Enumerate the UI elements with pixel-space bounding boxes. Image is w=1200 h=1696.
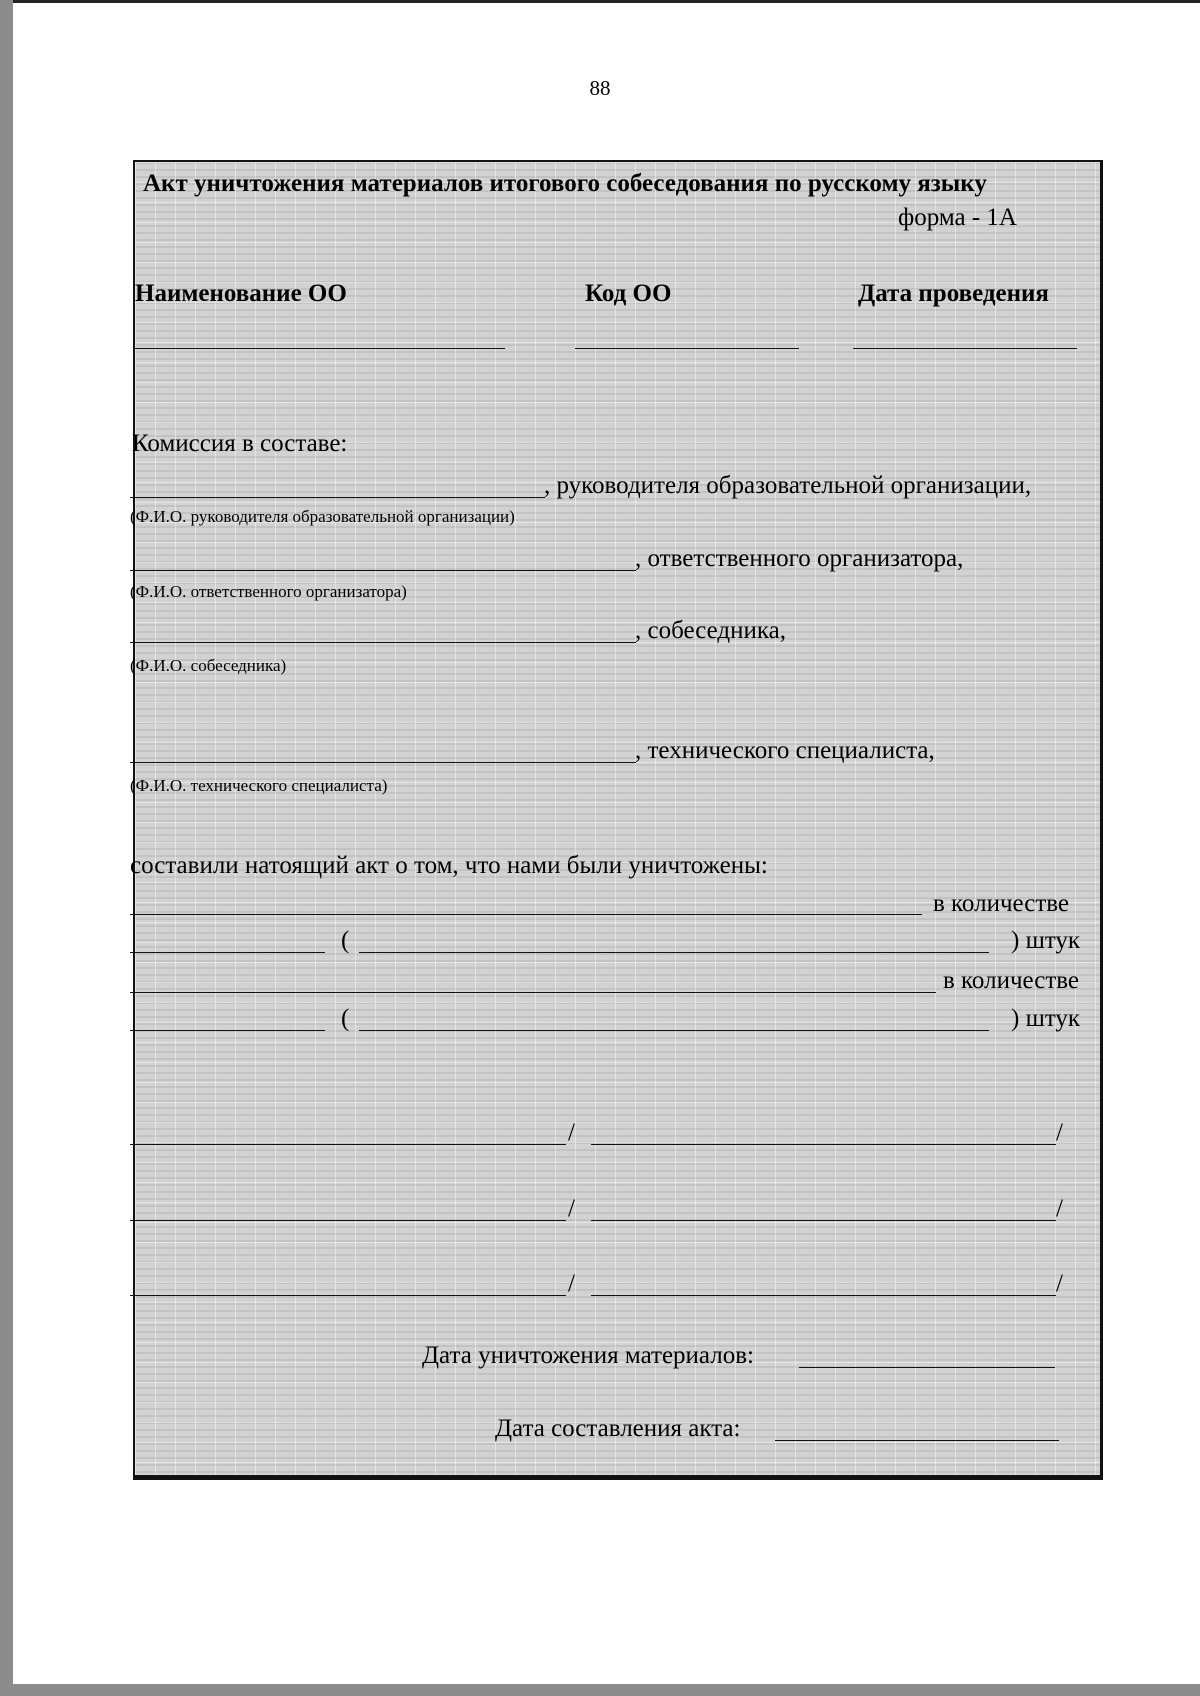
signature2-slash: / (568, 1195, 575, 1222)
head-name-field[interactable] (130, 497, 545, 498)
item1-open-paren: ( (341, 927, 350, 954)
act-date-label: Дата составления акта: (495, 1415, 741, 1442)
signature2-field[interactable] (130, 1220, 566, 1221)
item2-open-paren: ( (341, 1005, 350, 1032)
member-caption-organizer: (Ф.И.О. ответственного организатора) (130, 582, 407, 601)
signature3-field[interactable] (130, 1295, 566, 1296)
form-code: форма - 1А (898, 204, 1017, 231)
item1-count-field[interactable] (130, 952, 325, 953)
item2-pieces-label: ) штук (1011, 1005, 1081, 1032)
member-caption-head: (Ф.И.О. руководителя образовательной организации) (130, 507, 515, 526)
destroy-date-field[interactable] (799, 1367, 1055, 1368)
destruction-act-form (130, 160, 1103, 1480)
member-role-organizer: , ответственного организатора, (635, 545, 964, 572)
scan-edge-left (0, 0, 13, 1696)
signature2-name-field[interactable] (591, 1220, 1056, 1221)
member-caption-interlocutor: (Ф.И.О. собеседника) (130, 656, 287, 675)
org-name-field[interactable] (135, 348, 505, 349)
destroy-date-label: Дата уничтожения материалов: (422, 1342, 754, 1369)
item2-description-field[interactable] (130, 992, 936, 993)
date-held-field[interactable] (853, 348, 1077, 349)
statement-text: составили натоящий акт о том, что нами были уничтожены: (130, 852, 768, 879)
header-org-name: Наименование ОО (135, 280, 347, 307)
tech-specialist-name-field[interactable] (130, 762, 636, 763)
member-role-head: , руководителя образовательной организации, (544, 472, 1032, 499)
scan-edge-top (0, 0, 1200, 3)
scan-edge-bottom (0, 1684, 1200, 1696)
header-date-held: Дата проведения (858, 280, 1049, 307)
signature1-slash-end: / (1056, 1119, 1063, 1146)
commission-label: Комиссия в составе: (132, 430, 348, 457)
item1-count-words-field[interactable] (359, 952, 989, 953)
signature1-field[interactable] (130, 1144, 566, 1145)
act-date-field[interactable] (775, 1440, 1059, 1441)
member-caption-tech: (Ф.И.О. технического специалиста) (130, 776, 388, 795)
signature3-name-field[interactable] (591, 1295, 1056, 1296)
item2-count-field[interactable] (130, 1030, 325, 1031)
signature1-name-field[interactable] (591, 1144, 1056, 1145)
item1-quantity-label: в количестве (933, 890, 1070, 917)
signature3-slash-end: / (1056, 1270, 1063, 1297)
signature3-slash: / (568, 1270, 575, 1297)
signature2-slash-end: / (1056, 1195, 1063, 1222)
member-role-tech: , технического специалиста, (635, 737, 935, 764)
item1-description-field[interactable] (130, 914, 922, 915)
item2-count-words-field[interactable] (359, 1030, 989, 1031)
organizer-name-field[interactable] (130, 570, 636, 571)
header-org-code: Код ОО (585, 280, 672, 307)
item2-quantity-label: в количестве (943, 967, 1080, 994)
item1-pieces-label: ) штук (1011, 927, 1081, 954)
org-code-field[interactable] (575, 348, 799, 349)
page-number: 88 (589, 76, 611, 100)
interlocutor-name-field[interactable] (130, 642, 636, 643)
member-role-interlocutor: , собеседника, (635, 617, 786, 644)
form-title: Акт уничтожения материалов итогового собеседования по русскому языку (143, 170, 987, 197)
signature1-slash: / (568, 1119, 575, 1146)
